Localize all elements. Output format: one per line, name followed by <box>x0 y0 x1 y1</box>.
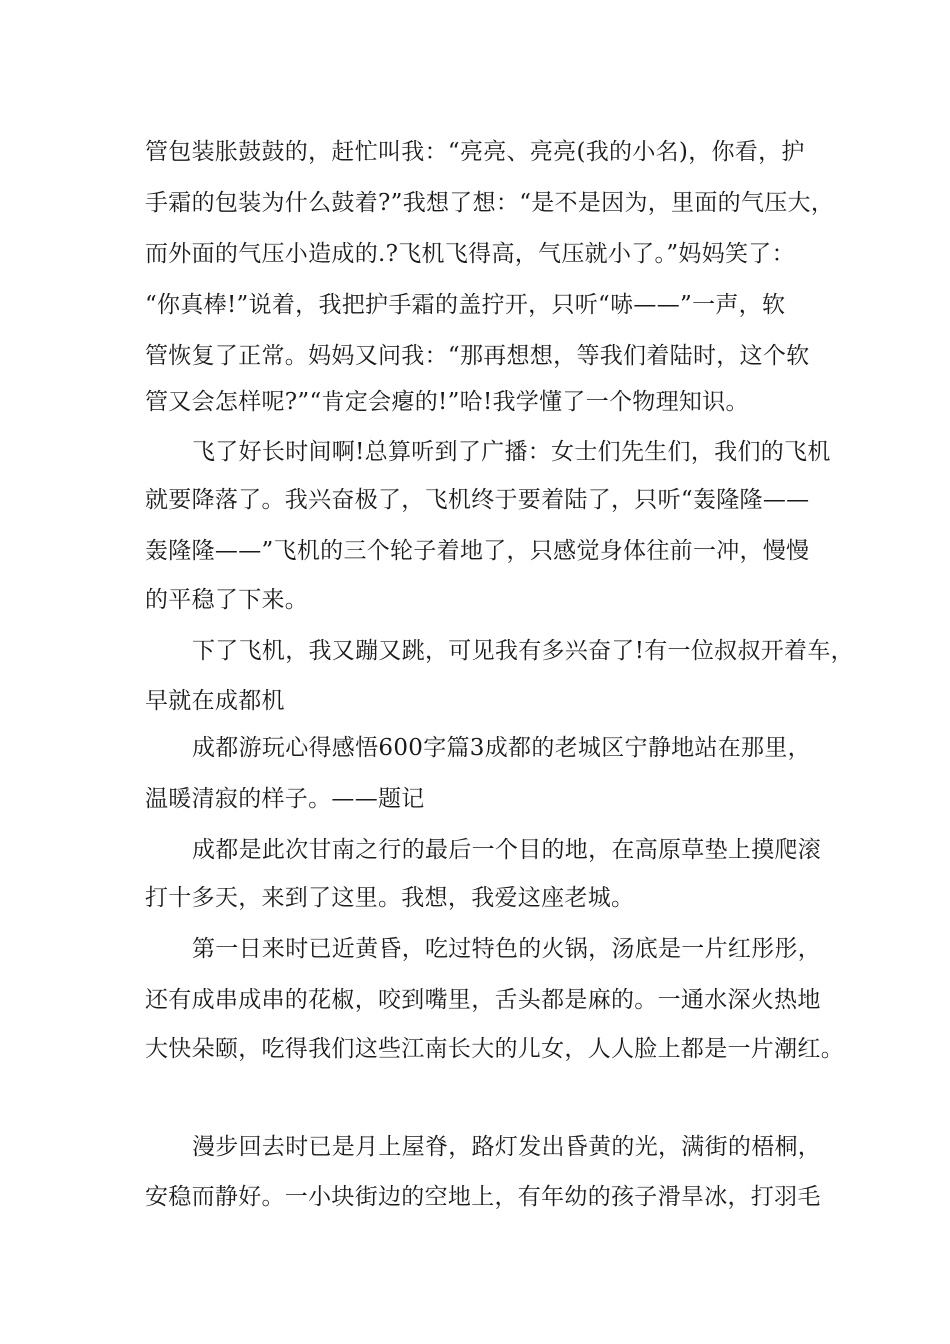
text-line: 大快朵颐，吃得我们这些江南长大的儿女，人人脸上都是一片潮红。 <box>145 1036 844 1062</box>
text-line: 轰隆隆——”飞机的三个轮子着地了，只感觉身体往前一冲，慢慢 <box>145 538 810 564</box>
paragraph-start-line: 漫步回去时已是月上屋脊，路灯发出昏黄的光，满街的梧桐， <box>192 1134 822 1160</box>
paragraph-start-line: 成都是此次甘南之行的最后一个目的地，在高原草垫上摸爬滚 <box>192 837 822 863</box>
text-line: 管包装胀鼓鼓的，赶忙叫我：“亮亮、亮亮(我的小名)，你看，护 <box>145 139 805 165</box>
text-line: 管又会怎样呢?”“肯定会瘪的!”哈!我学懂了一个物理知识。 <box>145 389 749 415</box>
text-line: 打十多天，来到了这里。我想，我爱这座老城。 <box>145 885 635 911</box>
text-line: 而外面的气压小造成的.?飞机飞得高，气压就小了。”妈妈笑了： <box>145 241 795 267</box>
text-line: 管恢复了正常。妈妈又问我：“那再想想，等我们着陆时，这个软 <box>145 343 810 369</box>
paragraph-start-line: 飞了好长时间啊!总算听到了广播：女士们先生们，我们的飞机 <box>192 439 831 465</box>
paragraph-start-line: 下了飞机，我又蹦又跳，可见我有多兴奋了!有一位叔叔开着车， <box>192 638 854 664</box>
paragraph-start-line: 成都游玩心得感悟600字篇3成都的老城区宁静地站在那里， <box>192 735 811 761</box>
paragraph-start-line: 第一日来时已近黄昏，吃过特色的火锅，汤底是一片红彤彤， <box>192 936 822 962</box>
text-line: 还有成串成串的花椒，咬到嘴里，舌头都是麻的。一通水深火热地 <box>145 987 821 1013</box>
text-line: 安稳而静好。一小块街边的空地上，有年幼的孩子滑旱冰，打羽毛 <box>145 1184 821 1210</box>
text-line: 温暖清寂的样子。——题记 <box>145 786 425 812</box>
text-line: 手霜的包装为什么鼓着?”我想了想：“是不是因为，里面的气压大， <box>145 190 835 216</box>
text-line: 早就在成都机 <box>145 688 285 714</box>
text-line: 就要降落了。我兴奋极了，飞机终于要着陆了，只听“轰隆隆—— <box>145 487 810 513</box>
text-line: 的平稳了下来。 <box>145 587 309 613</box>
text-line: “你真棒!”说着，我把护手霜的盖拧开，只听“哧——”一声，软 <box>145 292 786 318</box>
